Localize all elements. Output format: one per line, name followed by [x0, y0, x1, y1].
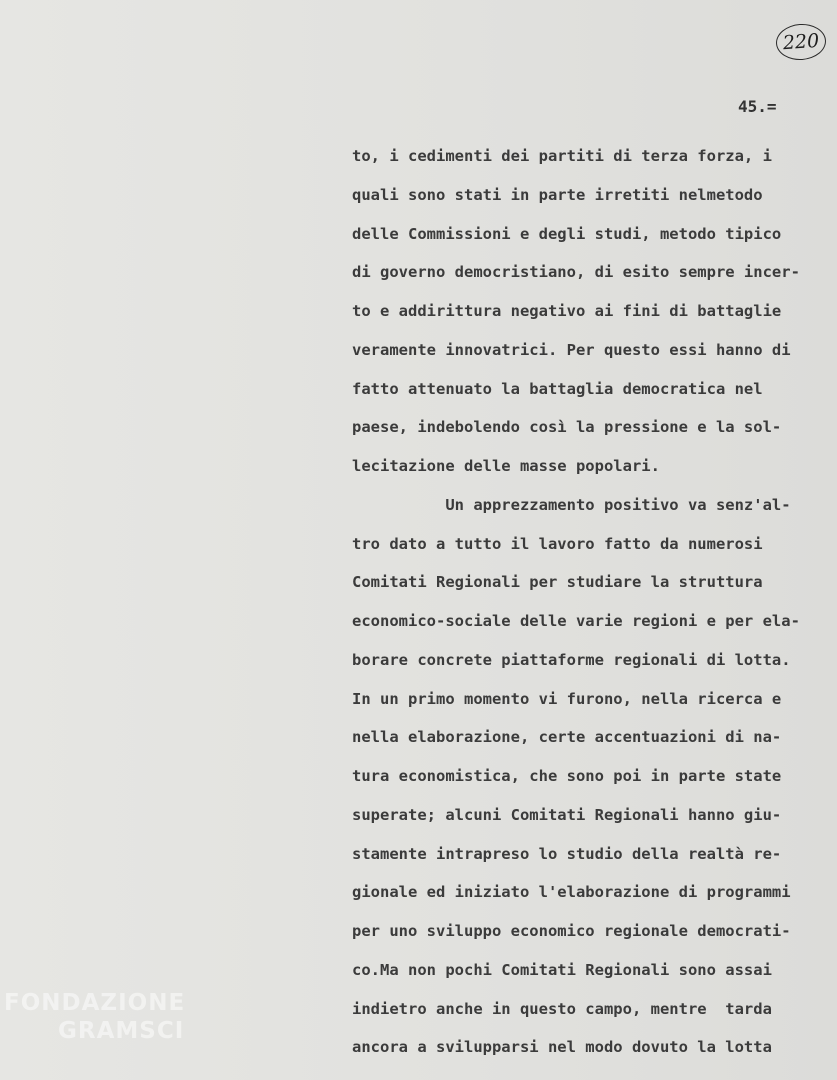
typewritten-text [352, 142, 827, 1072]
text-line: Un apprezzamento positivo va senz'al- [352, 495, 791, 514]
text-line: borare concrete piattaforme regionali di lotta. [352, 650, 791, 669]
text-line: quali sono stati in parte irretiti nelmetodo [352, 185, 763, 204]
text-line: stamente intrapreso lo studio della realtà re- [352, 844, 782, 863]
text-line: delle Commissioni e degli studi, metodo tipico [352, 224, 782, 243]
text-line: lecitazione delle masse popolari. [352, 457, 660, 475]
fondazione-gramsci-watermark [4, 990, 209, 1044]
text-line: In un primo momento vi furono, nella ricerca e [352, 689, 782, 708]
archive-number: 220 [775, 22, 827, 61]
text-line: tro dato a tutto il lavoro fatto da numerosi [352, 534, 763, 553]
text-line: superate; alcuni Comitati Regionali hanno giu- [352, 805, 782, 824]
text-line: nella elaborazione, certe accentuazioni di na- [352, 728, 782, 747]
text-line: di governo democristiano, di esito sempre incer- [352, 263, 800, 282]
watermark-line-1: FONDAZIONE [4, 990, 186, 1016]
text-line: veramente innovatrici. Per questo essi hanno di [352, 340, 791, 359]
text-line: co.Ma non pochi Comitati Regionali sono assai [352, 960, 772, 979]
text-line: indietro anche in questo campo, mentre tarda [352, 999, 772, 1018]
text-line: per uno sviluppo economico regionale democrati- [352, 922, 791, 940]
text-line: gionale ed iniziato l'elaborazione di programmi [352, 883, 791, 902]
text-line: fatto attenuato la battaglia democratica nel [352, 379, 763, 398]
text-line: paese, indebolendo così la pressione e la sol- [352, 418, 782, 437]
text-line: economico-sociale delle varie regioni e per ela- [352, 612, 800, 630]
page-number: 45.= [738, 97, 777, 116]
text-line: to, i cedimenti dei partiti di terza forza, i [352, 147, 772, 165]
text-line: ancora a svilupparsi nel modo dovuto la lotta [352, 1038, 772, 1057]
watermark-line-2: GRAMSCI [58, 1018, 185, 1044]
text-line: Comitati Regionali per studiare la struttura [352, 573, 763, 592]
text-line: tura economistica, che sono poi in parte state [352, 767, 782, 785]
text-line: to e addirittura negativo ai fini di battaglie [352, 302, 782, 320]
